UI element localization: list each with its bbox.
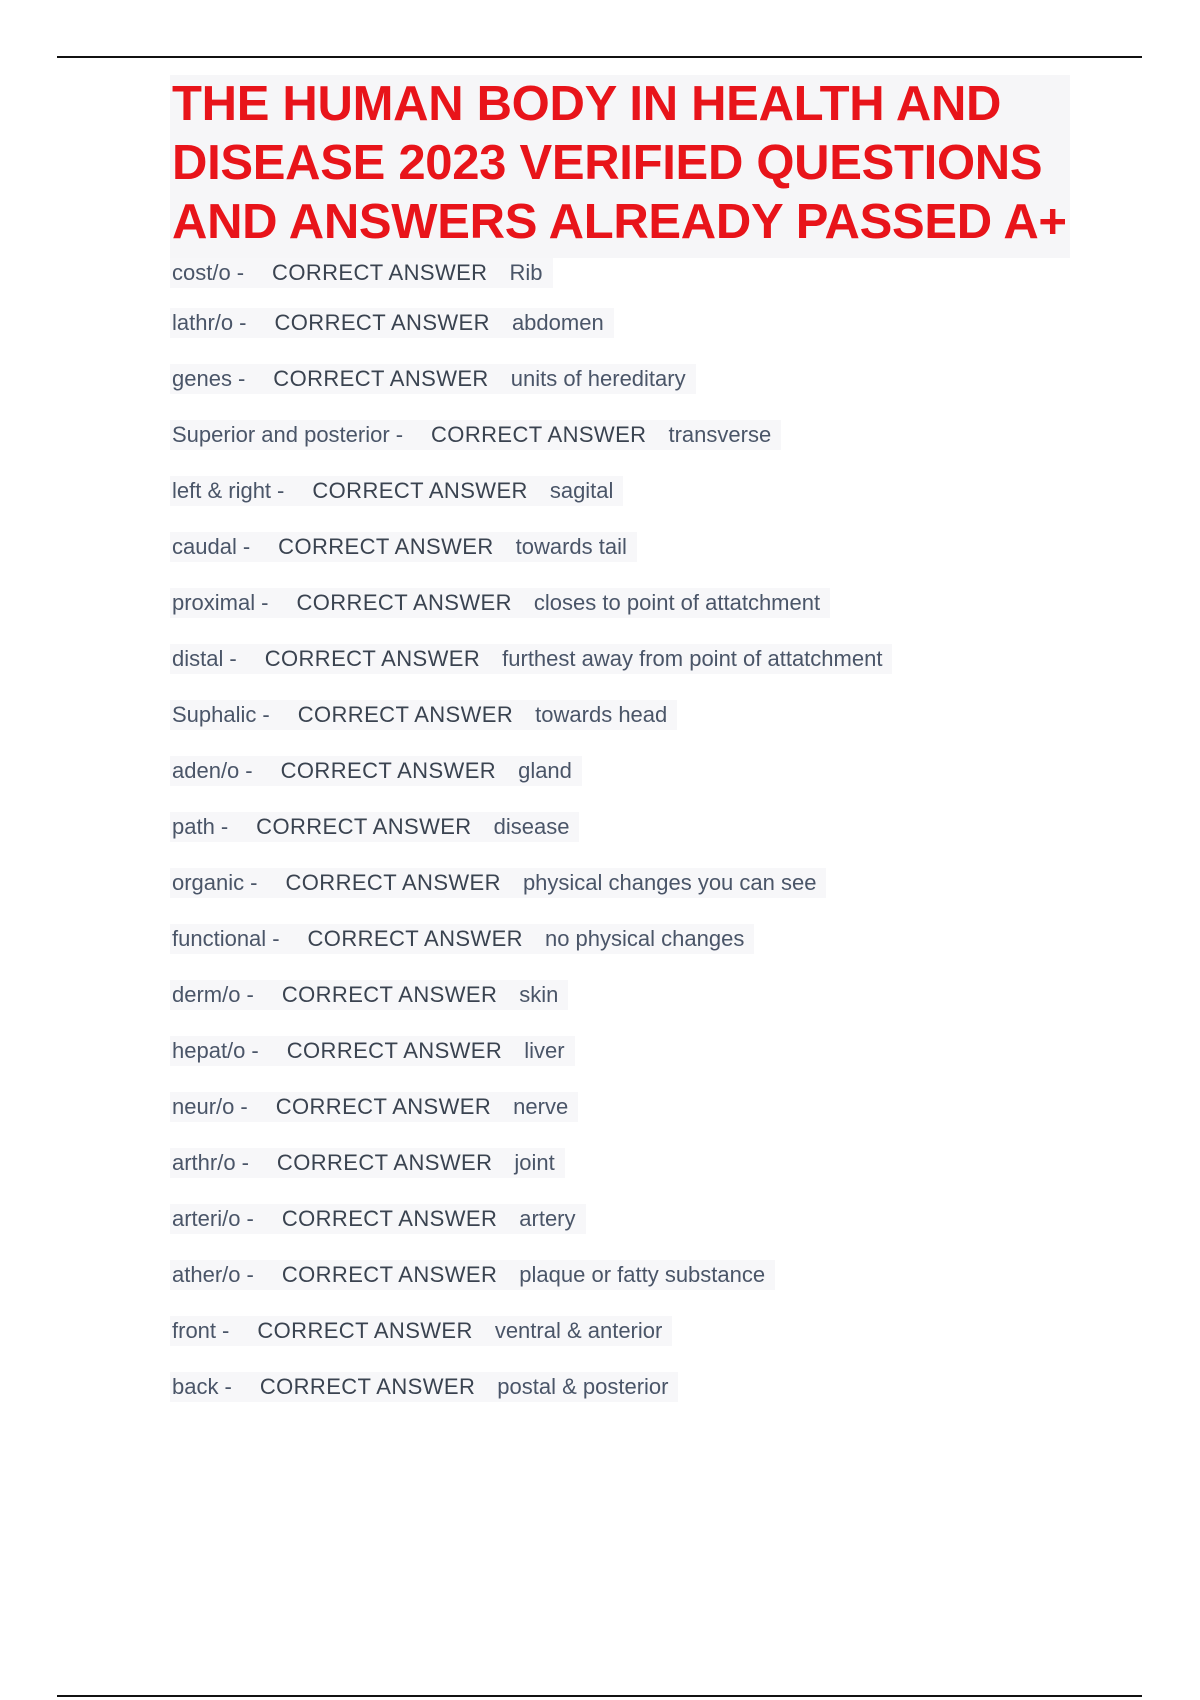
qa-item (170, 812, 1070, 868)
qa-answer: gland (518, 758, 572, 783)
qa-answer: furthest away from point of attatchment (502, 646, 883, 671)
qa-line (170, 1148, 565, 1178)
qa-item (170, 532, 1070, 588)
qa-answer: joint (514, 1150, 555, 1175)
qa-item (170, 364, 1070, 420)
qa-answer-label: CORRECT ANSWER (264, 646, 481, 671)
qa-answer-label: CORRECT ANSWER (259, 1374, 476, 1399)
qa-term: functional (172, 926, 267, 951)
qa-separator: - (251, 1038, 259, 1063)
qa-term: cost/o (172, 260, 231, 285)
qa-term: arthr/o (172, 1150, 236, 1175)
qa-term: caudal (172, 534, 237, 559)
qa-answer-label: CORRECT ANSWER (285, 870, 501, 895)
qa-separator: - (236, 260, 245, 285)
qa-answer-label: CORRECT ANSWER (297, 702, 514, 727)
qa-separator: - (277, 478, 285, 503)
qa-line (170, 756, 582, 786)
qa-term: lathr/o (172, 310, 234, 335)
qa-list (170, 258, 1070, 1428)
qa-answer-label: CORRECT ANSWER (272, 260, 488, 285)
qa-separator: - (224, 1374, 232, 1399)
qa-line (170, 1204, 586, 1234)
qa-line (170, 364, 696, 394)
qa-item (170, 476, 1070, 532)
qa-line (170, 1092, 578, 1122)
qa-answer-label: CORRECT ANSWER (280, 758, 497, 783)
qa-line (170, 476, 623, 506)
qa-separator: - (242, 534, 251, 559)
qa-item (170, 258, 1070, 308)
qa-item (170, 1260, 1070, 1316)
qa-line (170, 812, 579, 842)
qa-item (170, 588, 1070, 644)
qa-answer: sagital (549, 478, 614, 503)
qa-answer: liver (524, 1038, 565, 1063)
qa-item (170, 924, 1070, 980)
qa-item (170, 1092, 1070, 1148)
qa-item (170, 1036, 1070, 1092)
qa-answer-label: CORRECT ANSWER (257, 1318, 473, 1343)
qa-answer: closes to point of attatchment (533, 590, 821, 615)
qa-term: back (172, 1374, 219, 1399)
document-title: THE HUMAN BODY IN HEALTH AND DISEASE 2023 VERIFIED QUESTIONS AND ANSWERS ALREADY PASSED A+ (172, 77, 1067, 249)
qa-item (170, 756, 1070, 812)
qa-answer: no physical changes (544, 926, 745, 951)
qa-answer-label: CORRECT ANSWER (307, 926, 523, 951)
qa-answer-label: CORRECT ANSWER (274, 310, 490, 335)
qa-answer: nerve (513, 1094, 569, 1119)
qa-answer-label: CORRECT ANSWER (286, 1038, 503, 1063)
top-rule (57, 56, 1142, 58)
qa-term: aden/o (172, 758, 240, 783)
qa-separator: - (245, 758, 253, 783)
qa-answer: plaque or fatty substance (519, 1262, 766, 1287)
qa-item (170, 700, 1070, 756)
qa-term: proximal (172, 590, 256, 615)
qa-answer: artery (519, 1206, 576, 1231)
qa-separator: - (395, 422, 404, 447)
qa-separator: - (272, 926, 280, 951)
qa-item (170, 644, 1070, 700)
qa-separator: - (239, 310, 247, 335)
qa-answer: ventral & anterior (494, 1318, 663, 1343)
qa-term: derm/o (172, 982, 241, 1007)
qa-answer: postal & posterior (497, 1374, 669, 1399)
qa-item (170, 308, 1070, 364)
qa-separator: - (240, 1094, 248, 1119)
qa-term: ather/o (172, 1262, 241, 1287)
qa-line (170, 924, 754, 954)
qa-answer-label: CORRECT ANSWER (275, 1094, 492, 1119)
qa-item (170, 868, 1070, 924)
qa-line (170, 1316, 672, 1346)
qa-separator: - (222, 1318, 230, 1343)
qa-item (170, 1316, 1070, 1372)
qa-line (170, 532, 637, 562)
qa-answer: towards head (535, 702, 668, 727)
qa-answer-label: CORRECT ANSWER (276, 1150, 493, 1175)
qa-term: Superior and posterior (172, 422, 390, 447)
qa-term: neur/o (172, 1094, 235, 1119)
qa-line (170, 1036, 575, 1066)
qa-item (170, 420, 1070, 476)
qa-line (170, 980, 568, 1010)
qa-line (170, 644, 892, 674)
qa-line (170, 868, 826, 898)
qa-line (170, 420, 781, 450)
qa-answer: towards tail (515, 534, 627, 559)
qa-separator: - (261, 590, 269, 615)
qa-line (170, 588, 830, 618)
qa-term: path (172, 814, 215, 839)
qa-line (170, 1260, 775, 1290)
document-body (170, 75, 1070, 1428)
qa-line (170, 258, 553, 288)
qa-term: organic (172, 870, 245, 895)
qa-answer: physical changes you can see (522, 870, 817, 895)
qa-answer: units of hereditary (510, 366, 686, 391)
qa-answer: transverse (668, 422, 772, 447)
qa-answer: abdomen (511, 310, 604, 335)
title-block (170, 75, 1070, 258)
qa-separator: - (262, 702, 270, 727)
qa-answer-label: CORRECT ANSWER (273, 366, 489, 391)
qa-term: distal (172, 646, 224, 671)
qa-term: left & right (172, 478, 272, 503)
qa-term: genes (172, 366, 232, 391)
qa-answer: skin (519, 982, 559, 1007)
qa-separator: - (246, 982, 254, 1007)
qa-separator: - (229, 646, 237, 671)
qa-separator: - (250, 870, 258, 895)
qa-term: front (172, 1318, 217, 1343)
qa-answer-label: CORRECT ANSWER (281, 1206, 498, 1231)
qa-item (170, 980, 1070, 1036)
bottom-rule (57, 1695, 1142, 1697)
qa-term: hepat/o (172, 1038, 246, 1063)
qa-term: Suphalic (172, 702, 257, 727)
qa-item (170, 1204, 1070, 1260)
qa-answer-label: CORRECT ANSWER (431, 422, 647, 447)
qa-separator: - (241, 1150, 249, 1175)
qa-line (170, 308, 614, 338)
qa-answer: disease (493, 814, 570, 839)
qa-answer: Rib (509, 260, 543, 285)
qa-term: arteri/o (172, 1206, 241, 1231)
qa-separator: - (237, 366, 246, 391)
qa-item (170, 1148, 1070, 1204)
qa-answer-label: CORRECT ANSWER (278, 534, 494, 559)
qa-separator: - (246, 1206, 254, 1231)
qa-answer-label: CORRECT ANSWER (312, 478, 528, 503)
qa-answer-label: CORRECT ANSWER (296, 590, 512, 615)
qa-separator: - (246, 1262, 254, 1287)
qa-answer-label: CORRECT ANSWER (281, 982, 498, 1007)
qa-line (170, 1372, 678, 1402)
qa-answer-label: CORRECT ANSWER (281, 1262, 498, 1287)
qa-item (170, 1372, 1070, 1428)
qa-answer-label: CORRECT ANSWER (256, 814, 472, 839)
qa-line (170, 700, 677, 730)
qa-separator: - (220, 814, 229, 839)
